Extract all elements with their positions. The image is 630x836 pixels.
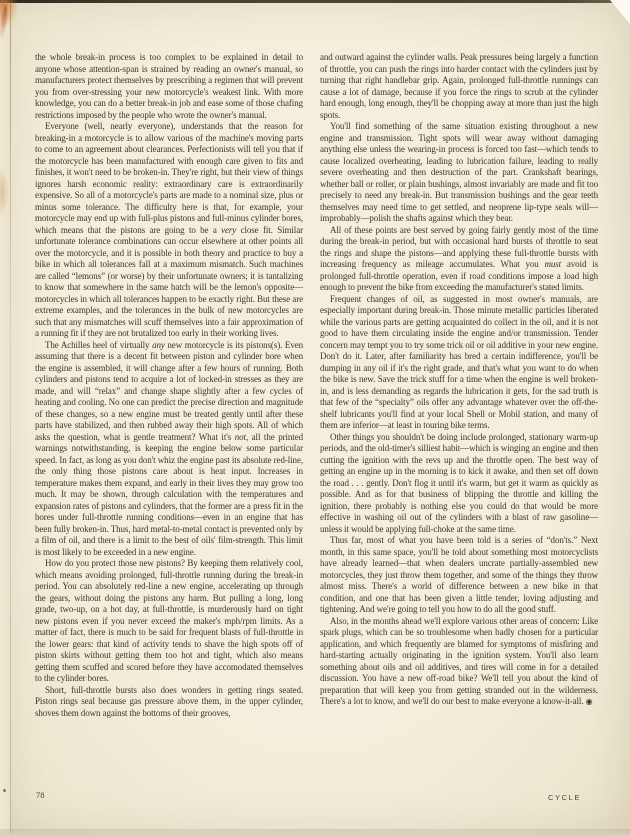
left-column	[35, 52, 303, 719]
left-edge-smudge-artifact	[0, 168, 8, 216]
end-of-article-icon: ◉	[585, 697, 593, 706]
scan-top-edge	[0, 0, 630, 3]
page-edge-strip	[0, 0, 10, 836]
paragraph: All of these points are best served by going fairly gently most of the time during the break-in period, but with occasional hard bursts of throttle to seat the rings and shape the pistons—and applying these full-throttle bursts with increasing frequency as mileage accumulates. What you must avoid is prolonged full-throttle operation, even if road conditions impose a load high enough to prevent the bike from exceeding the manufacturer's stated limits.	[320, 224, 598, 292]
top-right-paper-sliver	[610, 0, 630, 24]
page-edge-line	[10, 0, 11, 836]
paragraph: Everyone (well, nearly everyone), understands that the reason for breaking-in a motorcycle is to allow various of the machine's moving parts to come to an agreement about clearances. Perfectionists will tell you that if the motorcycle has been manufactured with enough care given to fits and finishes, it won't need to be broken-in. They're right, but their view of things ignores harsh economic reality: extraordinary care is extraordinarily expensive. So all of a motorcycle's parts are made to a nominal size, plus or minus some tolerance. The difficulty here is that, for example, your motorcycle may end up with full-plus pistons and full-minus cylinder bores, which means that the pistons are going to be a very close fit. Similar unfortunate tolerance combinations can occur elsewhere at other points all over the motorcycle, and it is possible in both theory and practice to buy a bike in which all tolerances fall at a maximum mismatch. Such machines are called “lemons” (or worse) by their unfortunate owners; it is tantalizing to know that somewhere in the same batch will be the lemon's opposite—motorcycles in which all tolerances happen to be exactly right. But these are extreme examples, and the tolerances in the bulk of new motorcycles are such that any mismatches will scuff themselves into a fair approximation of a running fit if they are not brutalized too early in their working lives.	[35, 121, 303, 338]
paragraph: The Achilles heel of virtually any new motorcycle is its pistons(s). Even assuming that there is a decent fit between piston and cylinder bore when the engine is assembled, it will change after a few hours of running. Both cylinders and pistons tend to acquire a lot of locked-in stresses as they are made, and will “relax” and change shape slightly after a few cycles of heating and cooling. No one can predict the precise direction and magnitude of these changes, so a new engine must be treated gently until after these parts have stabilized, and then rubbed away their high spots. All of which asks the question, what is gentle treatment? What it's not, all the printed warnings notwithstanding, is keeping the engine below some particular speed. In fact, as long as you don't whiz the engine past its absolute red-line, the only thing those pistons care about is heat input. Increases in temperature makes them expand, and early in their lives they may grow too much. It may be shown, through calculation with the temperatures and expansion rates of pistons and cylinders, that the former are a press fit in the bores under full-throttle running conditions—even in an engine that has been fully broken-in. Thus, hard metal-to-metal contact is prevented only by a film of oil, and there is a limit to the best of oils' film-strength. This limit is most likely to be exceeded in a new engine.	[35, 339, 304, 557]
paragraph: You'll find something of the same situation existing throughout a new engine and transmission. Tight spots will wear away without damaging anything else unless the wearing-in process is forced too fast—which tends to cause localized overheating, leading to lubrication failure, leading to really severe overheating and then destruction of the part. Crankshaft bearings, whether ball or roller, or plain bushings, almost invariably are made and fit too precisely to need any break-in. But transmission bushings and the gear teeth themselves may need time to get settled, and neoprene lip-type seals will—improbably—polish the shafts against which they bear.	[320, 121, 598, 223]
paragraph: Also, in the months ahead we'll explore various other areas of concern: Like spark plugs, which can be so troublesome when badly chosen for a particular application, and which frequently are blamed for symptoms of misfiring and hard-starting actually originating in the ignition system. You'll also learn something about oils and oil additives, and tires will come in for a detailed discussion. You have a new off-road bike? We'll tell you about the kind of preparation that will keep you from getting stranded out in the wilderness. There's a lot to know, and we'll do our best to make everyone a know-it-all. ◉	[320, 615, 598, 706]
scan-bottom-edge	[0, 829, 630, 836]
right-column	[320, 52, 598, 719]
paragraph: Other things you shouldn't be doing include prolonged, stationary warm-up periods, and the old-timer's silliest habit—which is winging an engine and then cutting the ignition with the revs up and the throttle open. The best way of getting an engine up in the morning is to kick it awake, and then set off down the road . . . gently. Don't flog it until it's warm, but get it warm as quickly as possible. And as for that business of blipping the throttle and killing the ignition, there probably is nothing else you could do that would be more effective in washing oil out of the cylinders with a blast of raw gasoline—unless it would be applying full-choke at the same time.	[320, 431, 598, 534]
paragraph: Frequent changes of oil, as suggested in most owner's manuals, are especially important during break-in. Those minute metallic particles liberated while the various parts are getting acquainted do collect in the oil, and it is not good to have them circulating inside the engine and/or transmission. Tender concern may tempt you to try some trick oil or oil additive in your new engine. Don't do it. Later, after familiarity has bred a certain indifference, you'll be dumping in any oil if it's the right grade, and that's what you want to do when the bike is new. Save the trick stuff for a time when the engine is well broken-in, and is less demanding as regards the lubrication it gets, for the sad truth is that few of the “specialty” oils offer any advantage whatever over the off-the-shelf lubricants you'll find at your local Shell or Mobil station, and many of them are inferior—at least in touring bike terms.	[320, 293, 598, 430]
page-number: 78	[36, 790, 45, 800]
paragraph: Thus far, most of what you have been told is a series of “don'ts.” Next month, in this same space, you'll be told about something most motorcyclists have already learned—that when dealers uncrate partially-assembled new motorcycles, they just throw them together, and some of the things they throw almost miss. There's a world of difference between a new bike in that condition, and one that has been given a little tender, loving adjusting and tightening. And we're going to tell you how to do all the good stuff.	[320, 535, 598, 614]
article-body	[35, 52, 598, 719]
paragraph: and outward against the cylinder walls. Peak pressures being largely a function of throttle, you can push the rings into harder contact with the cylinders just by turning that right handlebar grip. Again, prolonged full-throttle runnings can cause a lot of damage, because if you force the rings to scrub at the cylinder hard enough, long enough, they'll be chopping away at more than just the high spots.	[320, 52, 598, 120]
paragraph: the whole break-in process is too complex to be explained in detail to anyone whose attention-span is strained by reading an owner's manual, so manufacturers protect themselves by prescribing a regimen that will prevent you from over-stressing your new motorcycle's weakest link. With more knowledge, you can do a better break-in job and ease some of those chafing restrictions imposed by the people who wrote the owner's manual.	[35, 52, 303, 120]
paragraph: How do you protect those new pistons? By keeping them relatively cool, which means avoiding prolonged, full-throttle running during the break-in period. You can absolutely red-line a new engine, accelerating up through the gears, without doing the pistons any harm. But pulling a long, long grade, two-up, on a hot day, at full-throttle, is murderously hard on tight new pistons even if you never exceed the maker's mph/rpm limits. As a matter of fact, there is much to be said for frequent blasts of full-throttle in the lower gears: that kind of activity tends to shave the high spots off of piston skirts without getting them too hot and tight, which also means getting them scuffed and scored before they have accomodated themselves to the cylinder bores.	[35, 558, 303, 683]
ink-speck-artifact	[3, 789, 6, 792]
magazine-name: CYCLE	[548, 793, 582, 802]
paragraph: Short, full-throttle bursts also does wonders in getting rings seated. Piston rings seal because gas pressure above them, in the upper cylinder, shoves them down against the bottoms of their grooves,	[35, 684, 303, 718]
